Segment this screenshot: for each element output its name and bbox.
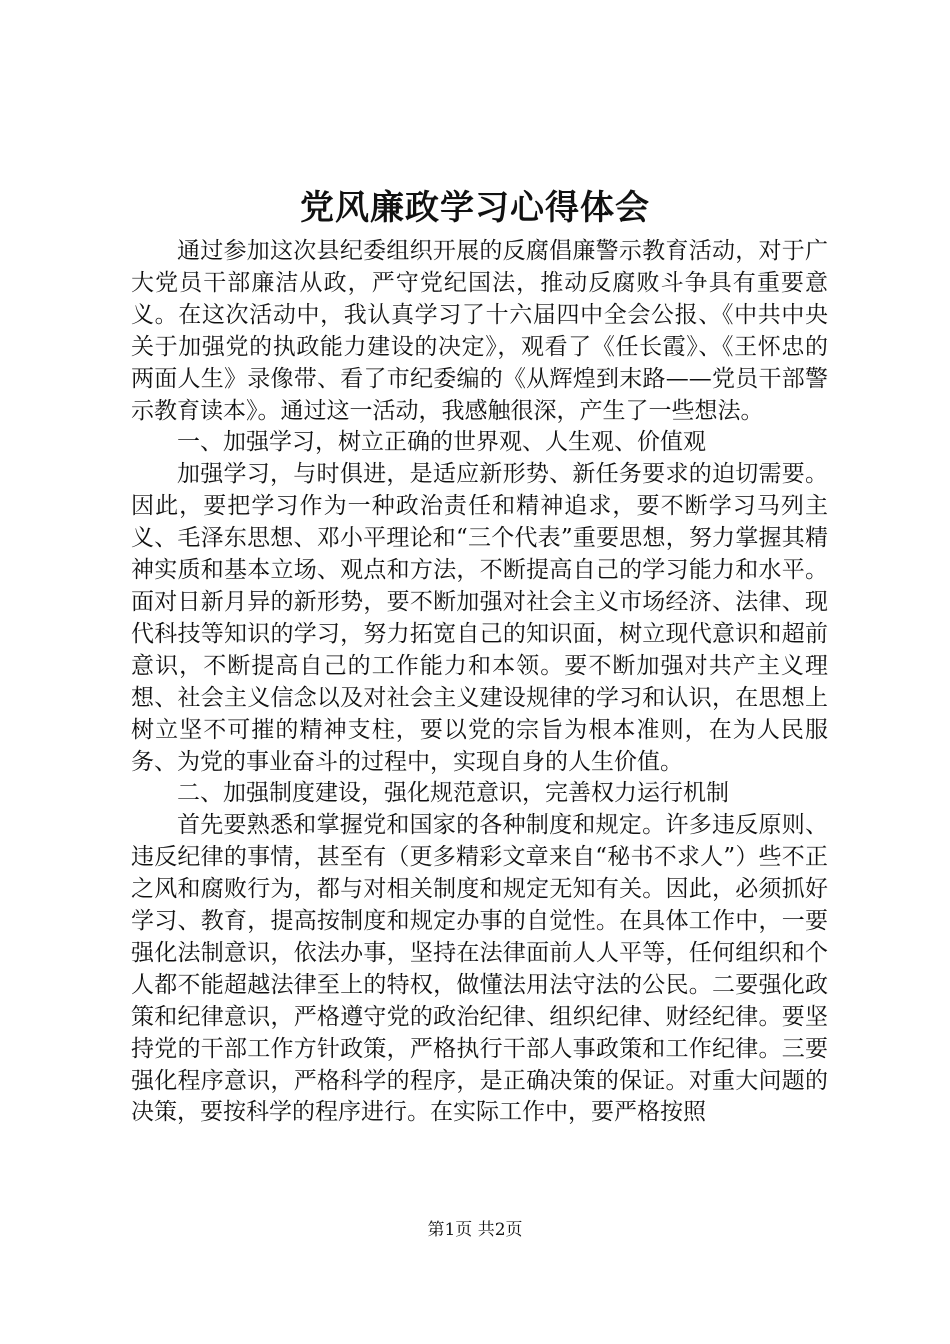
document-title: 党风廉政学习心得体会 [300,188,650,228]
paragraph-intro: 通过参加这次县纪委组织开展的反腐倡廉警示教育活动，对于广大党员干部廉洁从政，严守党纪国法，推动反腐败斗争具有重要意义。在这次活动中，我认真学习了十六届四中全会公报、《中共中央关于加强党的执政能力建设的决定》，观看了《任长霞》、《王怀忠的两面人生》录像带、看了市纪委编的《从辉煌到末路——党员干部警示教育读本》。通过这一活动，我感触很深，产生了一些想法。 [131,238,828,424]
paragraph-section-2: 首先要熟悉和掌握党和国家的各种制度和规定。许多违反原则、违反纪律的事情，甚至有（更多精彩文章来自“秘书不求人”）些不正之风和腐败行为，都与对相关制度和规定无知有关。因此，必须抓好学习、教育，提高按制度和规定办事的自觉性。在具体工作中，一要强化法制意识，依法办事，坚持在法律面前人人平等，任何组织和个人都不能超越法律至上的特权，做懂法用法守法的公民。二要强化政策和纪律意识，严格遵守党的政治纪律、组织纪律、财经纪律。要坚持党的干部工作方针政策，严格执行干部人事政策和工作纪律。三要强化程序意识，严格科学的程序，是正确决策的保证。对重大问题的决策，要按科学的程序进行。在实际工作中，要严格按照 [131,812,828,1126]
paragraph-section-1: 加强学习，与时俱进，是适应新形势、新任务要求的迫切需要。因此，要把学习作为一种政治责任和精神追求，要不断学习马列主义、毛泽东思想、邓小平理论和“三个代表”重要思想，努力掌握其精神实质和基本立场、观点和方法，不断提高自己的学习能力和水平。面对日新月异的新形势，要不断加强对社会主义市场经济、法律、现代科技等知识的学习，努力拓宽自己的知识面，树立现代意识和超前意识，不断提高自己的工作能力和本领。要不断加强对共产主义理想、社会主义信念以及对社会主义建设规律的学习和认识，在思想上树立坚不可摧的精神支柱，要以党的宗旨为根本准则，在为人民服务、为党的事业奋斗的过程中，实现自身的人生价值。 [131,461,828,775]
section-heading-1: 一、加强学习，树立正确的世界观、人生观、价值观 [177,429,706,456]
page-footer: 第1页 共2页 [427,1220,523,1240]
document-body [131,236,828,1129]
section-heading-2: 二、加强制度建设，强化规范意识，完善权力运行机制 [177,780,729,807]
